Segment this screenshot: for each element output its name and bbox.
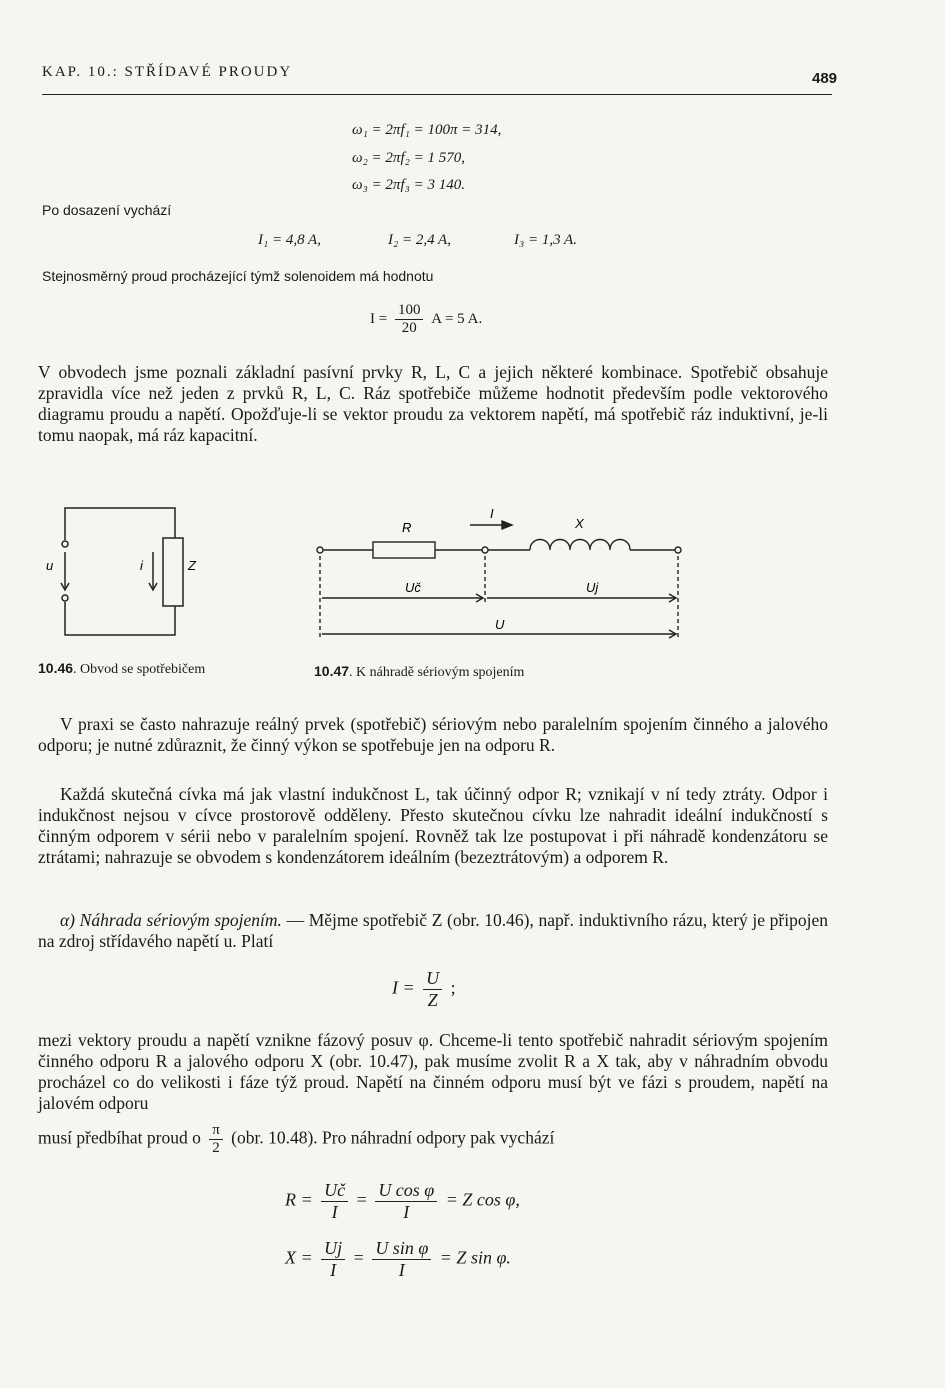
r-eq-frac2: [375, 1180, 437, 1223]
fig47-label-u: U: [495, 617, 505, 632]
pi-half-denominator: 2: [212, 1140, 220, 1156]
fig47-label-r: R: [402, 520, 412, 535]
paragraph-series: [38, 910, 828, 952]
ohm-eq-lhs: I =: [392, 977, 415, 998]
ohm-eq-denominator: Z: [427, 990, 438, 1010]
x-eq-lhs: X =: [285, 1247, 313, 1268]
caption-10-47: [314, 663, 524, 681]
dc-equation: [370, 302, 482, 337]
r-eq-lhs: R =: [285, 1189, 313, 1210]
paragraph-phase-text: mezi vektory proudu a napětí vznikne fázový posuv φ. Chceme-li tento spotřebič nahradit sériovým spojením činného odporu R a jalového odporu X (obr. 10.47), pak musíme zvolit R a X tak, aby v náhradním obvodu procházel co do velikosti i fáze týž proud. Napětí na činném odporu musí být ve fázi s proudem, napětí na jalovém odporu: [38, 1030, 828, 1113]
r-equation: [285, 1180, 520, 1223]
x-eq-equals: =: [353, 1247, 364, 1268]
x-eq-frac1-den: I: [330, 1260, 337, 1280]
caption-10-46-number: 10.46: [38, 660, 74, 676]
paragraph-practice-text: V praxi se často nahrazuje reálný prvek (spotřebič) sériovým nebo paralelním spojením činného a jalového odporu; je nutné zdůraznit, že činný výkon se spotřebuje jen na odporu R.: [38, 714, 828, 755]
fig46-label-u: u: [46, 558, 54, 573]
r-eq-frac1-den: I: [331, 1202, 338, 1222]
x-eq-frac2: [372, 1238, 431, 1281]
paragraph-series-lead: α) Náhrada sériovým spojením.: [60, 910, 282, 930]
r-eq-frac1-num: Uč: [321, 1180, 348, 1202]
fig46-label-z: Z: [188, 558, 196, 573]
caption-10-46: [38, 660, 205, 678]
ohm-eq-fraction: [423, 968, 442, 1011]
dc-eq-fraction: [395, 302, 424, 337]
page-number: 489: [812, 70, 838, 87]
ohm-eq-numerator: U: [423, 968, 442, 990]
paragraph-lead-post: (obr. 10.48). Pro náhradní odpory pak vychází: [231, 1127, 555, 1148]
current-i1: I₁ = 4,8 A,: [258, 232, 321, 248]
fig47-label-uc: Uč: [405, 580, 421, 595]
current-i2: I₂ = 2,4 A,: [388, 232, 451, 248]
dc-eq-numerator: 100: [395, 302, 424, 320]
ohm-equation: [392, 968, 456, 1011]
paragraph-coil-text: Každá skutečná cívka má jak vlastní indukčnost L, tak účinný odpor R; vznikají v ní tedy ztráty. Odpor i indukčnost nejsou v cívce prostorově odděleny. Přesto skutečnou cívku lze nahradit ideální indukčností s činným odporem v sérii nebo v paralelním spojení. Rovněž tak lze postupovat i při náhradě kondenzátoru se ztrátami; nahrazuje se obvodem s kondenzátorem ideálním (bezeztrátovým) a odporem R.: [38, 784, 828, 867]
x-equation: [285, 1238, 511, 1281]
ohm-eq-tail: ;: [450, 977, 456, 998]
r-eq-rhs: = Z cos φ,: [445, 1189, 520, 1210]
current-i3: I₃ = 1,3 A.: [514, 232, 577, 248]
paragraph-elements-text: V obvodech jsme poznali základní pasívní prvky R, L, C a jejich některé kombinace. Spotřebič obsahuje zpravidla více než jeden z prvků R, L, C. Ráz spotřebiče můžeme hodnotit především podle vektorového diagramu proudu a napětí. Opožďuje-li se vektor proudu za vektorem napětí, má spotřebič ráz induktivní, je-li tomu naopak, má ráz kapacitní.: [38, 362, 828, 445]
x-eq-frac2-den: I: [398, 1260, 405, 1280]
paragraph-series-text: — Mějme spotřebič Z (obr. 10.46), např. induktivního rázu, který je připojen na zdroj střídavého napětí u. Platí: [38, 910, 829, 951]
caption-10-46-text: . Obvod se spotřebičem: [73, 662, 206, 677]
fig46-label-i: i: [140, 558, 143, 573]
paragraph-lead-pre: musí předbíhat proud o: [38, 1127, 201, 1148]
caption-10-47-number: 10.47: [314, 663, 350, 679]
x-eq-rhs: = Z sin φ.: [439, 1247, 511, 1268]
r-eq-frac2-num: U cos φ: [375, 1180, 437, 1202]
caption-10-47-text: . K náhradě sériovým spojením: [349, 665, 525, 680]
paragraph-coil: [38, 784, 828, 868]
paragraph-elements: [38, 362, 828, 446]
po-dosazeni-text: Po dosazení vychází: [42, 202, 172, 218]
omega-eq-2: ω₂ = 2πf₂ = 1 570,: [352, 150, 465, 166]
r-eq-frac1: [321, 1180, 348, 1223]
fig47-label-i: I: [490, 508, 494, 521]
dc-current-text: Stejnosměrný proud procházející týmž solenoidem má hodnotu: [42, 268, 434, 284]
dc-eq-lhs: I =: [370, 310, 388, 327]
x-eq-frac1-num: Uj: [321, 1238, 345, 1260]
x-eq-frac2-num: U sin φ: [372, 1238, 431, 1260]
omega-eq-3: ω₃ = 2πf₃ = 3 140.: [352, 177, 465, 193]
dc-eq-denominator: 20: [401, 320, 417, 336]
paragraph-phase: [38, 1030, 828, 1114]
pi-half-numerator: π: [209, 1122, 223, 1140]
r-eq-frac2-den: I: [403, 1202, 410, 1222]
dc-eq-rhs: A = 5 A.: [431, 310, 483, 327]
paragraph-practice: [38, 714, 828, 756]
omega-eq-1: ω₁ = 2πf₁ = 100π = 314,: [352, 122, 502, 138]
figure-10-46: [40, 500, 230, 645]
x-eq-frac1: [321, 1238, 345, 1281]
fig47-label-uj: Uj: [586, 580, 599, 595]
fig47-label-x: X: [575, 516, 584, 531]
running-header: KAP. 10.: STŘÍDAVÉ PROUDY: [42, 64, 293, 80]
pi-half-fraction: [209, 1122, 223, 1157]
paragraph-series-body: [38, 910, 828, 952]
figure-10-47: [310, 508, 690, 648]
paragraph-lead: [38, 1122, 554, 1157]
r-eq-equals: =: [356, 1189, 367, 1210]
header-rule: [42, 94, 832, 95]
